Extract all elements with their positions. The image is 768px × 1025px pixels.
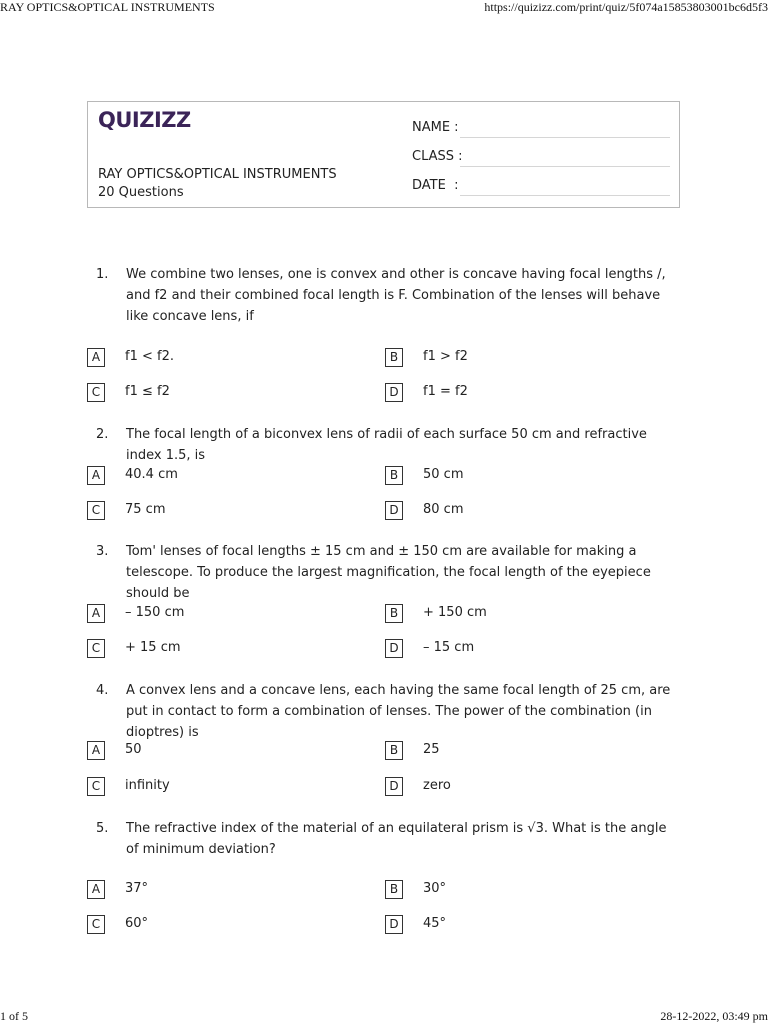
class-label: CLASS : xyxy=(412,149,463,164)
option-letter-box: C xyxy=(87,383,105,402)
option-text: + 150 cm xyxy=(423,605,487,620)
option-letter-box: B xyxy=(385,741,403,760)
option-letter-box: B xyxy=(385,880,403,899)
question-number: 3. xyxy=(96,544,109,559)
option-text: + 15 cm xyxy=(125,640,181,655)
option-text: 80 cm xyxy=(423,502,464,517)
option-text: 60° xyxy=(125,916,149,931)
option-letter-box: B xyxy=(385,348,403,367)
option-letter-box: B xyxy=(385,466,403,485)
option-letter-box: C xyxy=(87,777,105,796)
option-text: 50 xyxy=(125,742,142,757)
option-text: 37° xyxy=(125,881,149,896)
question-text: A convex lens and a concave lens, each having the same focal length of 25 cm, are put in contact to form a combination of lenses. The power of the combination (in dioptres) is xyxy=(126,683,671,740)
page-number: 1 of 5 xyxy=(0,1009,28,1023)
print-footer xyxy=(0,1009,768,1025)
date-field[interactable] xyxy=(412,176,670,196)
question-count: 20 Questions xyxy=(98,185,184,200)
question-text: The refractive index of the material of an equilateral prism is √3. What is the angle of minimum deviation? xyxy=(126,821,667,857)
quiz-header-box xyxy=(87,101,680,208)
print-header-title: RAY OPTICS&OPTICAL INSTRUMENTS xyxy=(0,0,215,14)
name-label: NAME : xyxy=(412,120,459,135)
option-letter-box: A xyxy=(87,741,105,760)
option-text: infinity xyxy=(125,778,170,793)
print-header-url[interactable]: https://quizizz.com/print/quiz/5f074a15853803001bc6d5f3 xyxy=(484,0,768,14)
option-text: f1 ≤ f2 xyxy=(125,384,170,399)
option-text: – 150 cm xyxy=(125,605,185,620)
option-letter-box: D xyxy=(385,501,403,520)
option-text: f1 < f2. xyxy=(125,349,174,364)
question-text: Tom' lenses of focal lengths ± 15 cm and ± 150 cm are available for making a telescope. To produce the largest magnification, the focal length of the eyepiece should be xyxy=(126,544,651,601)
option-letter-box: D xyxy=(385,915,403,934)
option-text: 30° xyxy=(423,881,447,896)
option-text: 75 cm xyxy=(125,502,166,517)
option-letter-box: A xyxy=(87,880,105,899)
date-label: DATE : xyxy=(412,178,459,193)
option-letter-box: C xyxy=(87,501,105,520)
option-text: 45° xyxy=(423,916,447,931)
option-text: 50 cm xyxy=(423,467,464,482)
option-text: f1 = f2 xyxy=(423,384,468,399)
quizizz-logo: QUIZIZZ xyxy=(98,108,191,132)
name-field[interactable] xyxy=(412,118,670,138)
option-letter-box: A xyxy=(87,604,105,623)
question-text: The focal length of a biconvex lens of radii of each surface 50 cm and refractive index 1.5, is xyxy=(126,427,647,463)
option-letter-box: A xyxy=(87,348,105,367)
option-letter-box: D xyxy=(385,383,403,402)
question-number: 5. xyxy=(96,821,109,836)
option-text: – 15 cm xyxy=(423,640,475,655)
question-number: 2. xyxy=(96,427,109,442)
class-field[interactable] xyxy=(412,147,670,167)
option-text: f1 > f2 xyxy=(423,349,468,364)
question-text: We combine two lenses, one is convex and other is concave having focal lengths /, and f2 and their combined focal length is F. Combination of the lenses will behave like concave lens, if xyxy=(126,267,666,324)
date-line[interactable] xyxy=(460,195,670,196)
print-header xyxy=(0,0,768,16)
option-text: 25 xyxy=(423,742,440,757)
name-line[interactable] xyxy=(460,137,670,138)
class-line[interactable] xyxy=(460,166,670,167)
option-text: 40.4 cm xyxy=(125,467,178,482)
option-letter-box: C xyxy=(87,639,105,658)
print-timestamp: 28-12-2022, 03:49 pm xyxy=(660,1009,768,1023)
option-letter-box: B xyxy=(385,604,403,623)
option-text: zero xyxy=(423,778,451,793)
option-letter-box: D xyxy=(385,777,403,796)
option-letter-box: A xyxy=(87,466,105,485)
question-number: 1. xyxy=(96,267,109,282)
option-letter-box: D xyxy=(385,639,403,658)
question-number: 4. xyxy=(96,683,109,698)
option-letter-box: C xyxy=(87,915,105,934)
quiz-title: RAY OPTICS&OPTICAL INSTRUMENTS xyxy=(98,167,337,182)
